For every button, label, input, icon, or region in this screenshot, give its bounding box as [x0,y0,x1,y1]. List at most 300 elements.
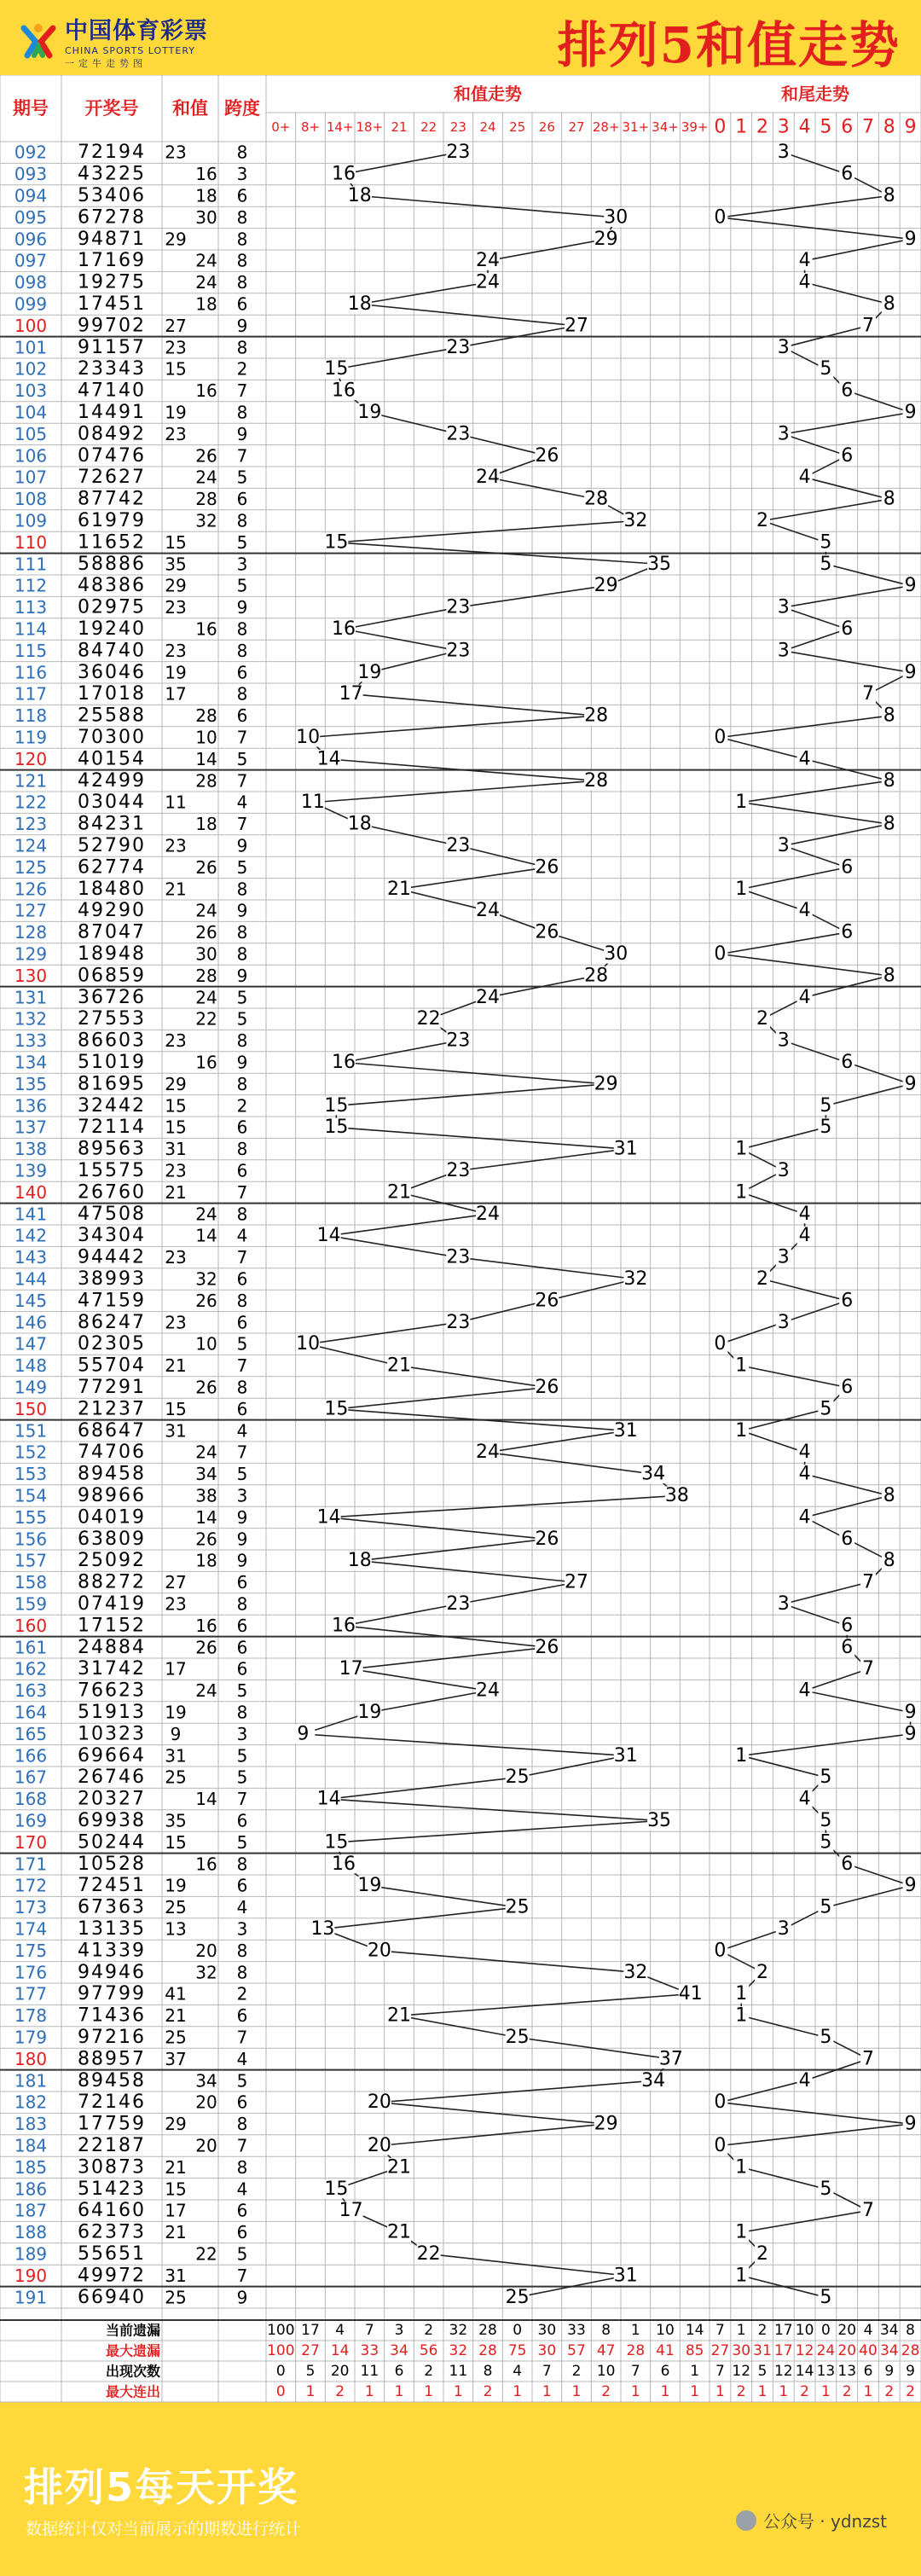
sum-point: 15 [324,1117,349,1139]
tail-digit-label: 3 [777,116,790,138]
period-label: 101 [14,337,48,358]
period-label: 176 [14,1962,48,1983]
tail-digit-label: 0 [714,116,727,138]
sum-value: 23 [165,423,187,444]
tail-point: 9 [904,1875,917,1897]
sum-value: 17 [165,683,187,705]
sum-value: 23 [165,597,187,618]
tail-digit-label: 4 [798,116,811,138]
draw-number: 27553 [78,1008,146,1030]
sum-value: 9 [170,1723,182,1744]
stat-sum-value: 1 [364,2383,374,2400]
period-label: 136 [14,1095,48,1117]
draw-number: 20327 [78,1788,146,1810]
sum-value: 26 [195,1637,217,1658]
header-sum: 和值 [172,98,208,119]
sum-bucket-label: 28+ [592,119,620,135]
tail-point: 0 [714,1333,727,1355]
period-label: 117 [14,683,48,705]
period-label: 103 [14,380,48,402]
sum-value: 24 [195,1680,217,1702]
span-value: 8 [236,1139,248,1160]
stat-tail-value: 1 [779,2383,789,2400]
sum-point: 16 [332,380,356,402]
header [0,0,921,75]
tail-point: 5 [820,2286,832,2308]
period-label: 134 [14,1052,48,1073]
draw-number: 03044 [78,792,146,814]
sum-value: 27 [165,1572,187,1593]
stat-tail-value: 0 [820,2322,831,2339]
span-value: 9 [236,1052,248,1073]
span-value: 5 [236,1745,248,1767]
sum-point: 30 [604,206,628,229]
sum-value: 15 [165,2179,187,2200]
period-label: 153 [14,1464,48,1485]
sum-value: 21 [165,2156,187,2178]
sum-point: 26 [535,1636,559,1658]
period-label: 131 [14,987,48,1008]
sum-point: 21 [387,1181,411,1204]
tail-point: 8 [883,705,895,727]
sum-value: 35 [165,1810,187,1831]
sum-value: 10 [195,727,217,748]
span-value: 5 [236,748,248,769]
draw-number: 15575 [78,1160,146,1181]
tail-digit-label: 1 [735,116,748,138]
draw-number: 43225 [78,163,146,185]
period-label: 122 [14,792,48,813]
sum-value: 15 [165,1117,187,1138]
span-value: 4 [236,2179,248,2200]
draw-number: 38993 [78,1268,146,1290]
draw-number: 67363 [78,1896,146,1918]
period-label: 111 [14,554,48,575]
tail-point: 3 [777,835,790,856]
stat-tail-value: 4 [863,2322,873,2339]
tail-point: 8 [883,488,895,510]
tail-point: 7 [862,1571,874,1593]
draw-number: 18480 [78,878,146,900]
sum-value: 32 [195,1962,217,1983]
draw-number: 25092 [78,1550,146,1572]
stat-sum-value: 100 [267,2342,295,2359]
sum-point: 34 [641,2069,666,2092]
span-value: 7 [236,2027,248,2048]
draw-number: 08492 [78,423,146,445]
tail-point: 9 [904,661,917,683]
stat-tail-value: 9 [884,2363,895,2380]
stat-label: 当前遗漏 [105,2322,161,2339]
stat-tail-value: 24 [816,2342,836,2359]
draw-number: 87742 [78,488,146,510]
period-label: 130 [14,965,48,986]
period-label: 151 [14,1420,48,1442]
tail-point: 4 [798,1442,811,1464]
period-label: 127 [14,900,48,921]
tail-point: 2 [756,510,768,531]
stat-sum-value: 1 [690,2363,700,2380]
sum-point: 21 [387,2156,411,2179]
sum-value: 15 [165,1095,187,1117]
span-value: 2 [236,1983,248,2005]
sum-point: 29 [594,575,618,597]
tail-point: 3 [777,1593,790,1615]
period-label: 139 [14,1160,48,1181]
sum-bucket-label: 14+ [326,119,354,135]
stat-sum-value: 30 [537,2322,557,2339]
sum-point: 18 [347,813,372,835]
draw-number: 51019 [78,1052,146,1073]
tail-point: 3 [777,336,790,358]
sum-point: 18 [347,1550,372,1572]
sum-value: 29 [165,229,187,250]
stat-sum-value: 2 [335,2383,345,2400]
sum-value: 18 [195,185,217,206]
sum-value: 23 [165,640,187,661]
sum-value: 24 [195,272,217,293]
stat-sum-value: 7 [364,2322,374,2339]
stat-sum-value: 2 [424,2363,434,2380]
sum-point: 31 [613,1744,638,1767]
sum-value: 34 [195,2070,217,2092]
stat-tail-value: 17 [773,2322,793,2339]
tail-digit-label: 7 [862,116,874,138]
period-label: 125 [14,856,48,878]
tail-point: 4 [798,986,811,1008]
sum-value: 31 [165,1420,187,1442]
tail-point: 5 [820,1810,832,1831]
tail-point: 4 [798,1203,811,1225]
sum-point: 24 [476,986,500,1008]
period-label: 105 [14,423,48,444]
sum-point: 23 [446,1030,471,1052]
wechat-account[interactable] [736,2508,887,2532]
sum-value: 19 [165,1702,187,1723]
sum-value: 41 [165,1983,187,2005]
stat-sum-value: 33 [360,2342,379,2359]
sum-point: 24 [476,250,500,272]
sum-point: 31 [613,1419,638,1442]
span-value: 5 [236,987,248,1008]
stat-sum-value: 41 [656,2342,675,2359]
draw-number: 13135 [78,1918,146,1940]
period-label: 187 [14,2200,48,2221]
sum-point: 16 [332,618,356,640]
sum-value: 26 [195,856,217,878]
sum-value: 20 [195,2135,217,2156]
stat-tail-value: 40 [859,2342,878,2359]
span-value: 8 [236,1854,248,1875]
period-label: 173 [14,1897,48,1918]
period-label: 148 [14,1355,48,1377]
draw-number: 71436 [78,2005,146,2027]
stat-sum-value: 7 [542,2363,552,2380]
header-span: 跨度 [224,98,260,119]
sum-bucket-label: 34+ [652,119,679,135]
draw-number: 89458 [78,1463,146,1485]
tail-point: 1 [735,2156,748,2179]
draw-number: 23343 [78,358,146,380]
sum-point: 15 [324,358,349,380]
logo-slogan: 一定牛走势图 [65,58,147,69]
period-label: 177 [14,1983,48,2005]
tail-point: 6 [841,1528,854,1550]
sum-point: 38 [664,1485,689,1506]
sum-value: 25 [165,1897,187,1918]
tail-point: 1 [735,878,748,900]
tail-point: 6 [841,618,854,640]
draw-number: 36726 [78,986,146,1008]
period-label: 180 [14,2048,48,2069]
tail-point: 5 [820,1117,832,1139]
period-label: 124 [14,835,48,856]
draw-number: 49972 [78,2265,146,2287]
span-value: 3 [236,1485,248,1506]
tail-point: 4 [798,1680,811,1702]
span-value: 4 [236,792,248,813]
sum-value: 29 [165,575,187,596]
period-label: 123 [14,814,48,835]
sum-value: 26 [195,445,217,467]
span-value: 7 [236,1355,248,1377]
period-label: 170 [14,1831,48,1853]
tail-point: 2 [756,1008,768,1030]
tail-point: 1 [735,2265,748,2287]
draw-number: 36046 [78,661,146,683]
period-label: 135 [14,1073,48,1094]
draw-number: 74706 [78,1442,146,1464]
span-value: 7 [236,1442,248,1463]
period-label: 106 [14,445,48,467]
sum-value: 21 [165,1181,187,1203]
span-value: 7 [236,1181,248,1203]
draw-number: 55651 [78,2243,146,2265]
draw-number: 24884 [78,1636,146,1658]
sum-point: 32 [623,1961,648,1983]
tail-digit-label: 8 [883,116,895,138]
sum-point: 29 [594,2113,618,2135]
tail-point: 6 [841,856,854,879]
sum-point: 24 [476,900,500,922]
sum-point: 18 [347,293,372,315]
period-label: 119 [14,727,48,748]
span-value: 7 [236,2135,248,2156]
sum-value: 16 [195,1854,217,1875]
tail-point: 9 [904,1702,917,1723]
tail-point: 1 [735,1138,748,1160]
span-value: 8 [236,1593,248,1615]
tail-point: 8 [883,813,895,835]
tail-point: 5 [820,1831,832,1854]
draw-number: 18948 [78,943,146,965]
stat-sum-value: 14 [685,2322,704,2339]
period-label: 120 [14,748,48,769]
stat-sum-value: 85 [685,2342,704,2359]
stat-tail-value: 12 [773,2363,793,2380]
period-label: 155 [14,1506,48,1528]
sum-value: 21 [165,2005,187,2027]
period-label: 157 [14,1550,48,1571]
period-label: 189 [14,2243,48,2265]
tail-point: 0 [714,2092,727,2114]
span-value: 4 [236,1225,248,1246]
period-label: 128 [14,922,48,943]
draw-number: 04019 [78,1506,146,1529]
sum-point: 17 [339,683,363,705]
sum-point: 26 [535,444,559,467]
draw-number: 94946 [78,1961,146,1983]
draw-number: 22187 [78,2135,146,2156]
period-label: 104 [14,402,48,423]
span-value: 9 [236,835,248,856]
stat-tail-value: 7 [715,2322,725,2339]
tail-point: 5 [820,1094,832,1117]
stat-tail-value: 2 [884,2383,895,2400]
header-number: 开奖号 [84,98,139,119]
tail-point: 1 [735,1355,748,1377]
draw-number: 94442 [78,1246,146,1268]
tail-point: 6 [841,1636,854,1658]
sum-point: 22 [416,1008,441,1030]
sum-point: 28 [584,769,609,792]
stat-tail-value: 1 [820,2383,831,2400]
span-value: 5 [236,575,248,596]
stat-sum-value: 34 [390,2342,408,2359]
sum-bucket-label: 22 [420,119,437,135]
tail-point: 6 [841,1052,854,1073]
span-value: 6 [236,1312,248,1333]
sum-point: 15 [324,1094,349,1117]
sum-point: 32 [623,510,648,531]
tail-point: 1 [735,2221,748,2243]
stat-tail-value: 27 [710,2342,730,2359]
draw-number: 48386 [78,575,146,597]
sum-bucket-label: 18+ [356,119,384,135]
page-title: 排列5和值走势 [557,16,901,74]
span-value: 6 [236,1810,248,1831]
tail-point: 7 [862,683,874,705]
span-value: 8 [236,943,248,965]
stat-sum-value: 100 [267,2322,295,2339]
tail-point: 3 [777,1311,790,1333]
span-value: 8 [236,272,248,293]
sum-point: 41 [678,1983,703,2005]
sum-value: 23 [165,1160,187,1181]
tail-point: 0 [714,1940,727,1962]
sum-point: 25 [505,2286,530,2308]
span-value: 6 [236,2222,248,2243]
tail-point: 7 [862,315,874,337]
tail-point: 5 [820,2027,832,2048]
sum-value: 29 [165,2114,187,2135]
period-label: 161 [14,1637,48,1658]
sum-point: 14 [316,1788,341,1810]
sum-value: 18 [195,814,217,835]
sum-value: 23 [165,1030,187,1052]
sum-point: 17 [339,2200,363,2222]
tail-point: 5 [820,553,832,575]
tail-point: 4 [798,748,811,770]
period-label: 191 [14,2287,48,2308]
period-label: 132 [14,1008,48,1030]
draw-number: 62373 [78,2221,146,2243]
draw-number: 10323 [78,1723,146,1745]
sum-value: 11 [165,792,187,813]
draw-number: 51423 [78,2178,146,2200]
span-value: 8 [236,206,248,228]
sum-value: 18 [195,293,217,315]
sum-bucket-label: 25 [509,119,526,135]
period-label: 156 [14,1529,48,1550]
draw-number: 68647 [78,1419,146,1442]
wechat-icon [736,2510,756,2531]
sum-value: 24 [195,467,217,488]
span-value: 7 [236,814,248,835]
period-label: 168 [14,1789,48,1810]
draw-number: 72146 [78,2092,146,2114]
tail-point: 0 [714,727,727,748]
sum-value: 24 [195,1204,217,1225]
header-tail-trend: 和尾走势 [781,84,849,104]
sum-bucket-label: 8+ [300,119,321,135]
draw-number: 10528 [78,1853,146,1875]
logo-english: CHINA SPORTS LOTTERY [65,45,196,56]
stat-tail-value: 34 [879,2342,899,2359]
draw-number: 84740 [78,640,146,662]
draw-number: 26746 [78,1767,146,1789]
sum-value: 26 [195,1377,217,1398]
period-label: 143 [14,1247,48,1268]
draw-number: 84231 [78,813,146,835]
sum-value: 24 [195,900,217,921]
sum-value: 20 [195,2092,217,2113]
draw-number: 69664 [78,1744,146,1767]
tail-point: 1 [735,1419,748,1442]
draw-number: 86603 [78,1030,146,1052]
period-label: 094 [14,185,48,206]
stat-tail-value: 1 [736,2322,746,2339]
header-period: 期号 [13,98,49,119]
sum-value: 24 [195,1442,217,1463]
tail-point: 5 [820,1767,832,1789]
period-label: 159 [14,1593,48,1615]
stat-sum-value: 32 [449,2342,468,2359]
period-label: 179 [14,2027,48,2048]
stat-label: 最大连出 [105,2383,161,2400]
stat-sum-value: 10 [596,2363,616,2380]
span-value: 5 [236,2243,248,2265]
span-value: 8 [236,1940,248,1961]
sum-point: 20 [367,2135,391,2156]
tail-point: 8 [883,769,895,792]
sum-point: 23 [446,423,471,445]
sum-value: 14 [195,1506,217,1528]
span-value: 5 [236,1831,248,1853]
draw-number: 72114 [78,1117,146,1139]
draw-number: 58886 [78,553,146,575]
span-value: 7 [236,727,248,748]
period-label: 150 [14,1398,48,1419]
period-label: 108 [14,489,48,510]
span-value: 9 [236,597,248,618]
draw-number: 72451 [78,1875,146,1897]
tail-point: 6 [841,163,854,185]
tail-point: 4 [798,1225,811,1247]
period-label: 142 [14,1225,48,1246]
draw-number: 34304 [78,1225,146,1247]
sum-value: 16 [195,1615,217,1636]
